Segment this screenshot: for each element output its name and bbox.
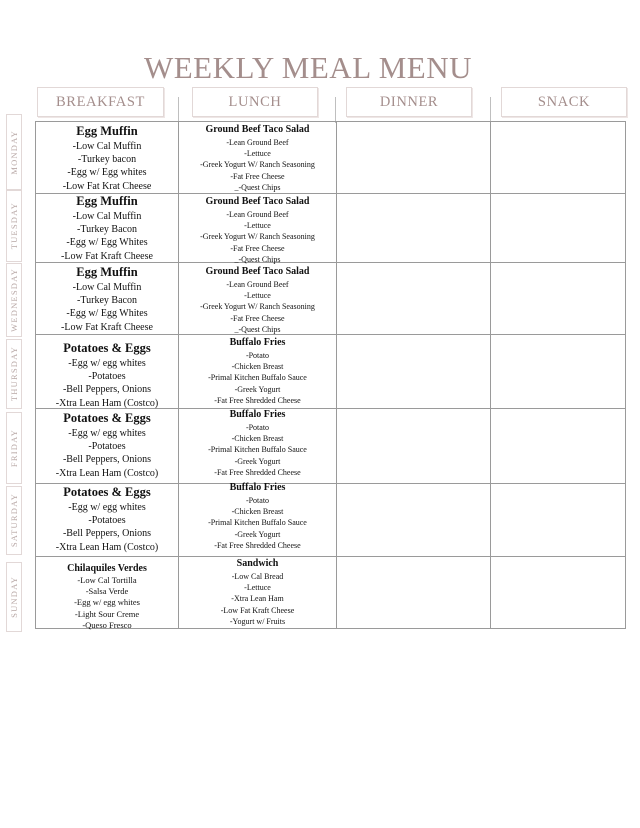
meal-item: -Egg w/ egg whites xyxy=(68,358,146,369)
monday-lunch-cell xyxy=(179,123,336,193)
friday-lunch-cell xyxy=(179,408,336,478)
meal-item: -Bell Peppers, Onions xyxy=(62,384,152,396)
column-header-breakfast: BREAKFAST xyxy=(37,87,164,117)
meal-item: -Low Cal Muffin xyxy=(72,211,142,222)
meal-item: -Fat Free Shredded Cheese xyxy=(214,395,301,405)
meal-item: -Low Fat Kraft Cheese xyxy=(61,321,153,333)
meal-item: -Yogurt w/ Fruits xyxy=(229,616,286,626)
meal-item: -Low Cal Bread xyxy=(231,572,284,581)
meal-title: Buffalo Fries xyxy=(229,337,286,348)
meal-item: -Potato xyxy=(245,496,270,505)
meal-item: -Queso Fresco xyxy=(82,619,132,630)
meal-title: Potatoes & Eggs xyxy=(63,341,151,355)
header-divider xyxy=(335,97,336,123)
thursday-lunch-cell xyxy=(179,336,336,406)
meal-title: Potatoes & Eggs xyxy=(63,411,151,425)
meal-item: -Xtra Lean Ham (Costco) xyxy=(55,467,159,479)
day-tab-sunday xyxy=(6,562,22,632)
meal-item: -Egg w/ Egg Whites xyxy=(66,237,148,249)
meal-item: -Potato xyxy=(245,351,270,360)
meal-item: -Chicken Breast xyxy=(231,434,284,444)
meal-item: -Greek Yogurt xyxy=(234,456,281,466)
meal-item: -Bell Peppers, Onions xyxy=(62,454,152,466)
grid-column-line xyxy=(336,121,337,629)
day-tab-thursday xyxy=(6,339,22,409)
meal-item: -Xtra Lean Ham xyxy=(231,594,284,604)
day-label: SATURDAY xyxy=(9,493,19,548)
day-label: MONDAY xyxy=(9,129,19,175)
day-tab-tuesday xyxy=(6,190,22,262)
meal-item: -Low Fat Krat Cheese xyxy=(62,180,152,192)
meal-item: _-Quest Chips xyxy=(234,182,281,192)
meal-item: -Fat Free Shredded Cheese xyxy=(214,467,301,477)
tuesday-breakfast-cell xyxy=(36,194,178,263)
day-tab-friday xyxy=(6,412,22,484)
meal-item: -Primal Kitchen Buffalo Sauce xyxy=(208,373,307,383)
meal-item: -Low Fat Kraft Cheese xyxy=(220,605,295,615)
meal-item: -Turkey Bacon xyxy=(77,295,137,307)
day-tab-saturday xyxy=(6,486,22,555)
meal-item: -Greek Yogurt xyxy=(234,529,281,539)
meal-item: -Fat Free Cheese xyxy=(230,171,285,181)
tuesday-lunch-cell xyxy=(179,195,336,265)
meal-title: Ground Beef Taco Salad xyxy=(205,124,310,135)
meal-item: _-Quest Chips xyxy=(234,254,281,264)
meal-item: -Egg w/ Egg Whites xyxy=(66,308,148,320)
meal-item: -Potato xyxy=(245,423,270,432)
meal-item: -Low Cal Muffin xyxy=(72,282,142,293)
meal-title: Ground Beef Taco Salad xyxy=(205,196,310,207)
meal-item: -Primal Kitchen Buffalo Sauce xyxy=(208,445,307,455)
meal-item: -Light Sour Creme xyxy=(74,608,140,619)
meal-item: -Lettuce xyxy=(244,221,271,231)
meal-item: -Primal Kitchen Buffalo Sauce xyxy=(208,518,307,528)
meal-item: _-Quest Chips xyxy=(234,324,281,334)
column-header-snack: SNACK xyxy=(501,87,627,117)
saturday-lunch-cell xyxy=(179,481,336,551)
meal-title: Egg Muffin xyxy=(76,124,138,138)
sunday-lunch-cell xyxy=(179,557,336,627)
meal-item: -Potatoes xyxy=(88,371,126,383)
meal-item: -Greek Yogurt xyxy=(234,384,281,394)
meal-item: -Greek Yogurt W/ Ranch Seasoning xyxy=(200,160,315,170)
meal-title: Sandwich xyxy=(236,558,279,569)
day-label: SUNDAY xyxy=(9,576,19,618)
meal-title: Potatoes & Eggs xyxy=(63,485,151,499)
meal-item: -Chicken Breast xyxy=(231,507,284,517)
meal-item: -Greek Yogurt W/ Ranch Seasoning xyxy=(200,302,315,312)
wednesday-lunch-cell xyxy=(179,265,336,335)
meal-item: -Bell Peppers, Onions xyxy=(62,528,152,540)
meal-title: Ground Beef Taco Salad xyxy=(205,266,310,277)
meal-item: -Egg w/ Egg whites xyxy=(67,167,147,179)
header-divider xyxy=(178,97,179,123)
meal-item: -Egg w/ egg whites xyxy=(74,597,140,608)
meal-item: -Greek Yogurt W/ Ranch Seasoning xyxy=(200,232,315,242)
meal-item: -Low Fat Kraft Cheese xyxy=(61,250,153,262)
column-header-lunch: LUNCH xyxy=(192,87,318,117)
meal-title: Egg Muffin xyxy=(76,194,138,208)
thursday-breakfast-cell xyxy=(36,341,178,410)
meal-item: -Xtra Lean Ham (Costco) xyxy=(55,541,159,553)
day-label: FRIDAY xyxy=(9,428,19,468)
meal-title: Egg Muffin xyxy=(76,265,138,279)
meal-item: -Egg w/ egg whites xyxy=(68,502,146,513)
meal-item: -Potatoes xyxy=(88,515,126,527)
sunday-breakfast-cell xyxy=(36,562,178,631)
meal-item: -Lettuce xyxy=(244,291,271,301)
meal-item: -Potatoes xyxy=(88,441,126,453)
day-label: TUESDAY xyxy=(9,202,19,250)
saturday-breakfast-cell xyxy=(36,485,178,554)
meal-item: -Low Cal Muffin xyxy=(72,141,142,152)
header-divider xyxy=(490,97,491,123)
meal-title: Buffalo Fries xyxy=(229,482,286,493)
grid-column-line xyxy=(490,121,491,629)
meal-item: -Low Cal Tortilla xyxy=(77,575,137,585)
meal-item: -Fat Free Shredded Cheese xyxy=(214,540,301,550)
meal-item: -Fat Free Cheese xyxy=(230,243,285,253)
meal-item: -Lean Ground Beef xyxy=(226,138,289,147)
wednesday-breakfast-cell xyxy=(36,265,178,334)
column-header-dinner: DINNER xyxy=(346,87,472,117)
page-title: WEEKLY MEAL MENU xyxy=(143,50,473,85)
meal-title: Chilaquiles Verdes xyxy=(67,563,147,574)
meal-item: -Turkey bacon xyxy=(77,154,137,166)
meal-item: -Lettuce xyxy=(244,149,271,159)
day-tab-monday xyxy=(6,114,22,190)
meal-item: -Chicken Breast xyxy=(231,362,284,372)
meal-item: -Turkey Bacon xyxy=(77,224,137,236)
meal-item: -Egg w/ egg whites xyxy=(68,428,146,439)
day-label: THURSDAY xyxy=(9,346,19,402)
monday-breakfast-cell xyxy=(36,124,178,193)
meal-item: -Lean Ground Beef xyxy=(226,210,289,219)
meal-item: -Xtra Lean Ham (Costco) xyxy=(55,397,159,409)
meal-item: -Lean Ground Beef xyxy=(226,280,289,289)
meal-item: -Salsa Verde xyxy=(85,586,129,597)
meal-item: -Lettuce xyxy=(244,583,271,593)
day-tab-wednesday xyxy=(6,263,22,337)
meal-item: -Fat Free Cheese xyxy=(230,313,285,323)
friday-breakfast-cell xyxy=(36,411,178,480)
day-label: WEDNESDAY xyxy=(9,268,19,332)
meal-title: Buffalo Fries xyxy=(229,409,286,420)
